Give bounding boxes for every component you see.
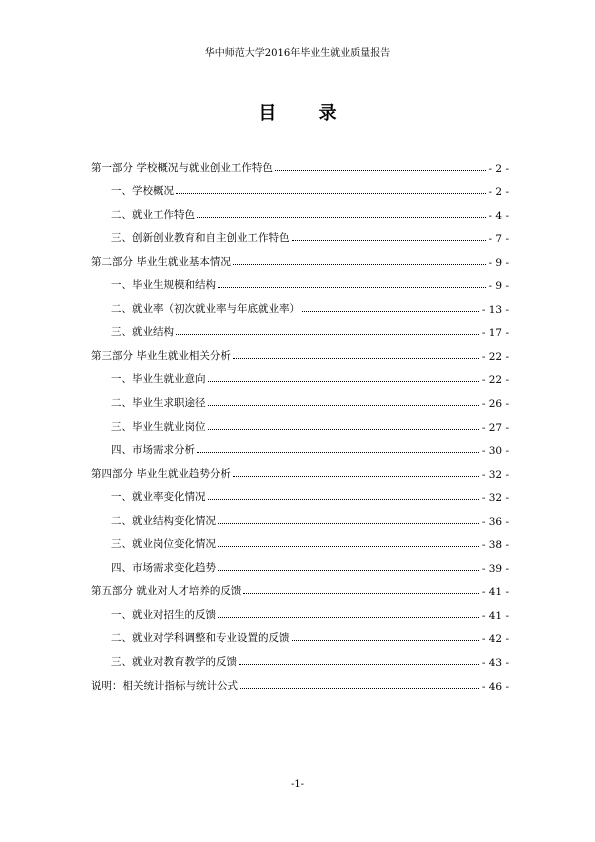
toc-page-number: - 7 -	[488, 233, 509, 246]
dot-leader	[292, 639, 479, 641]
toc-entry-text: 四、市场需求变化趋势	[111, 561, 216, 574]
toc-entry-text: 第四部分 毕业生就业趋势分析	[91, 467, 231, 480]
toc-section-entry[interactable]	[91, 669, 509, 693]
toc-entry-text: 三、创新创业教育和自主创业工作特色	[111, 232, 290, 245]
dot-leader	[302, 310, 479, 312]
toc-subsection-entry[interactable]	[91, 504, 509, 528]
toc-entry-text: 一、就业率变化情况	[111, 491, 206, 504]
toc-page-number: - 30 -	[481, 445, 509, 458]
toc-entry-text: 二、就业对学科调整和专业设置的反馈	[111, 632, 290, 645]
toc-subsection-entry[interactable]	[91, 598, 509, 622]
toc-subsection-entry[interactable]	[91, 175, 509, 199]
toc-entry-text: 一、学校概况	[111, 185, 174, 198]
toc-page-number: - 2 -	[488, 186, 509, 199]
toc-section-entry[interactable]	[91, 245, 509, 269]
toc-page-number: - 41 -	[481, 609, 509, 622]
toc-entry-text: 三、就业对教育教学的反馈	[111, 656, 237, 669]
dot-leader	[233, 475, 479, 477]
dot-leader	[292, 239, 486, 241]
toc-subsection-entry[interactable]	[91, 292, 509, 316]
toc-page-number: - 43 -	[481, 657, 509, 670]
page-number: -1-	[290, 779, 305, 790]
dot-leader	[218, 616, 479, 618]
toc-subsection-entry[interactable]	[91, 363, 509, 387]
dot-leader	[208, 404, 479, 406]
dot-leader	[218, 522, 479, 524]
toc-entry-text: 一、就业对招生的反馈	[111, 608, 216, 621]
toc-subsection-entry[interactable]	[91, 551, 509, 575]
toc-page-number: - 46 -	[481, 680, 509, 693]
dot-leader	[239, 663, 479, 665]
toc-section-entry[interactable]	[91, 575, 509, 599]
toc-subsection-entry[interactable]	[91, 269, 509, 293]
toc-page-number: - 17 -	[481, 327, 509, 340]
toc-entry-text: 三、毕业生就业岗位	[111, 420, 206, 433]
toc-entry-text: 二、就业结构变化情况	[111, 514, 216, 527]
toc-entry-text: 二、就业率（初次就业率与年底就业率）	[111, 302, 300, 315]
toc-entry-text: 一、毕业生就业意向	[111, 373, 206, 386]
toc-subsection-entry[interactable]	[91, 645, 509, 669]
toc-subsection-entry[interactable]	[91, 622, 509, 646]
toc-subsection-entry[interactable]	[91, 316, 509, 340]
toc-page-number: - 26 -	[481, 398, 509, 411]
dot-leader	[197, 216, 486, 218]
toc-entry-text: 第一部分 学校概况与就业创业工作特色	[91, 161, 273, 174]
toc-entry-text: 三、就业岗位变化情况	[111, 538, 216, 551]
dot-leader	[208, 498, 479, 500]
dot-leader	[197, 451, 479, 453]
toc-page-number: - 2 -	[488, 162, 509, 175]
dot-leader	[243, 592, 479, 594]
dot-leader	[218, 545, 479, 547]
toc-entry-text: 第五部分 就业对人才培养的反馈	[91, 585, 242, 598]
toc-entry-text: 三、就业结构	[111, 326, 174, 339]
toc-subsection-entry[interactable]	[91, 528, 509, 552]
toc-subsection-entry[interactable]	[91, 410, 509, 434]
toc-subsection-entry[interactable]	[91, 222, 509, 246]
toc-page-number: - 22 -	[481, 374, 509, 387]
page-title: 目 录	[258, 103, 355, 124]
toc-subsection-entry[interactable]	[91, 481, 509, 505]
toc-entry-text: 第三部分 毕业生就业相关分析	[91, 349, 231, 362]
dot-leader	[208, 428, 479, 430]
toc-subsection-entry[interactable]	[91, 386, 509, 410]
dot-leader	[218, 569, 479, 571]
toc-subsection-entry[interactable]	[91, 198, 509, 222]
toc-page-number: - 27 -	[481, 421, 509, 434]
toc-page-number: - 42 -	[481, 633, 509, 646]
dot-leader	[233, 357, 479, 359]
toc-section-entry[interactable]	[91, 151, 509, 175]
toc-entry-text: 四、市场需求分析	[111, 444, 195, 457]
toc-page-number: - 41 -	[481, 586, 509, 599]
toc-page-number: - 9 -	[488, 280, 509, 293]
toc-entry-text: 一、毕业生规模和结构	[111, 279, 216, 292]
toc-entry-text: 说明：相关统计指标与统计公式	[91, 679, 238, 692]
toc-page-number: - 32 -	[481, 468, 509, 481]
toc-section-entry[interactable]	[91, 339, 509, 363]
toc-entry-text: 二、毕业生求职途径	[111, 397, 206, 410]
toc-page-number: - 9 -	[488, 256, 509, 269]
dot-leader	[176, 333, 479, 335]
page-header: 华中师范大学2016年毕业生就业质量报告	[204, 48, 391, 59]
toc-page-number: - 22 -	[481, 350, 509, 363]
toc-entry-text: 第二部分 毕业生就业基本情况	[91, 255, 231, 268]
dot-leader	[176, 192, 486, 194]
toc-page-number: - 32 -	[481, 492, 509, 505]
toc-subsection-entry[interactable]	[91, 434, 509, 458]
dot-leader	[218, 286, 486, 288]
toc-entry-text: 二、就业工作特色	[111, 208, 195, 221]
dot-leader	[233, 263, 486, 265]
toc-section-entry[interactable]	[91, 457, 509, 481]
toc-page-number: - 13 -	[481, 303, 509, 316]
toc-page-number: - 4 -	[488, 209, 509, 222]
toc-page-number: - 36 -	[481, 515, 509, 528]
toc-page-number: - 39 -	[481, 562, 509, 575]
dot-leader	[275, 169, 486, 171]
toc-page-number: - 38 -	[481, 539, 509, 552]
dot-leader	[240, 687, 479, 689]
table-of-contents	[91, 151, 509, 693]
dot-leader	[208, 380, 479, 382]
